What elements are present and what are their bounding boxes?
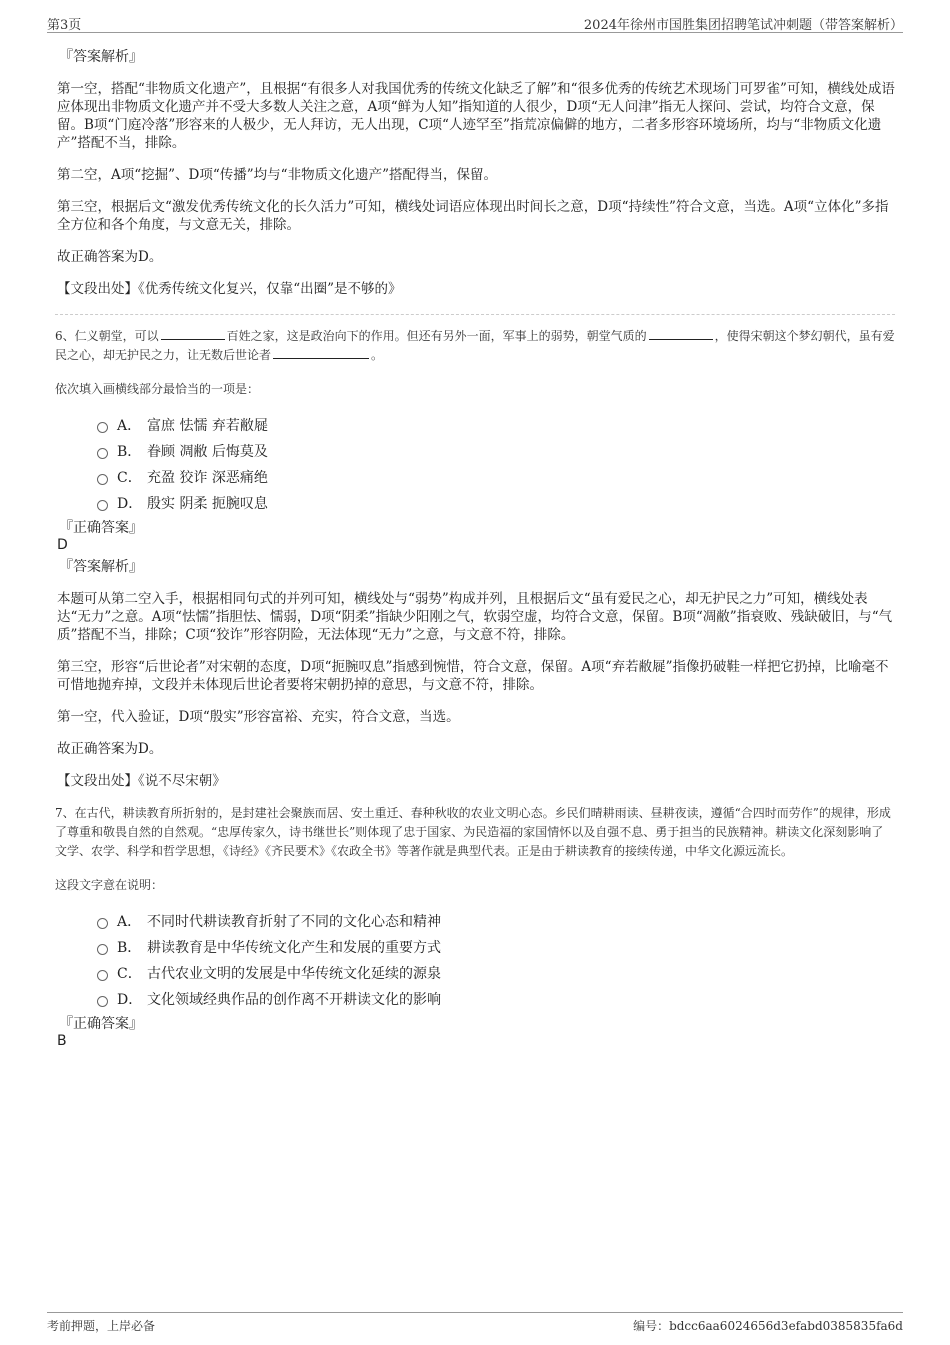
radio-icon[interactable] (97, 996, 108, 1007)
footer-motto: 考前押题，上岸必备 (47, 1319, 156, 1333)
question-7-options (55, 909, 895, 1013)
option-a[interactable]: A． 富庶 怯懦 弃若敝屣 (55, 413, 895, 439)
section-divider (55, 314, 895, 315)
analysis-paragraph: 第一空，搭配“非物质文化遗产”，且根据“有很多人对我国优秀的传统文化缺乏了解”和“很多优秀的传统艺术现场门可罗雀”可知，横线处成语应体现出非物质文化遗产并不受大多数人关注之意，A项“鲜为人知”指知道的人很少，D项“无人问津”指无人探问、尝试，均符合文意，保留。B项“门庭冷落”形容来的人极少，无人拜访，无人出现，C项“人迹罕至”指荒凉偏僻的地方，二者多形容环境场所，均与“非物质文化遗产”搭配不当，排除。 (57, 81, 895, 151)
analysis-label: 『答案解析』 (59, 559, 143, 575)
radio-icon[interactable] (97, 474, 108, 485)
question-7-prompt: 这段文字意在说明： (55, 878, 164, 892)
analysis-label: 『答案解析』 (59, 49, 143, 65)
correct-answer: B (57, 1033, 67, 1049)
document-title: 2024年徐州市国胜集团招聘笔试冲刺题（带答案解析） (583, 18, 903, 33)
radio-icon[interactable] (97, 500, 108, 511)
option-b[interactable]: B． 耕读教育是中华传统文化产生和发展的重要方式 (55, 935, 895, 961)
document-serial: 编号：bdcc6aa6024656d3efabd0385835fa6d (633, 1319, 903, 1333)
page-content (55, 44, 895, 1050)
option-a[interactable]: A． 不同时代耕读教育折射了不同的文化心态和精神 (55, 909, 895, 935)
option-c[interactable]: C． 充盈 狡诈 深恶痛绝 (55, 465, 895, 491)
radio-icon[interactable] (97, 448, 108, 459)
analysis-conclusion: 故正确答案为D。 (57, 741, 163, 757)
option-d[interactable]: D． 文化领域经典作品的创作离不开耕读文化的影响 (55, 987, 895, 1013)
analysis-paragraph: 第一空，代入验证，D项“殷实”形容富裕、充实，符合文意，当选。 (57, 709, 460, 725)
passage-source: 【文段出处】《优秀传统文化复兴，仅靠“出圈”是不够的》 (57, 281, 402, 297)
option-c[interactable]: C． 古代农业文明的发展是中华传统文化延续的源泉 (55, 961, 895, 987)
page-number: 第3页 (47, 18, 82, 33)
analysis-paragraph: 本题可从第二空入手，根据相同句式的并列可知，横线处与“弱势”构成并列，且根据后文“虽有爱民之心，却无护民之力”可知，横线处表达“无力”之意。A项“怯懦”指胆怯、懦弱，D项“阴柔”指缺少阳刚之气，软弱空虚，均符合文意，保留。B项“凋敝”指衰败、残缺破旧，与“气质”搭配不当，排除；C项“狡诈”形容阴险，无法体现“无力”之意，与文意不符，排除。 (57, 591, 893, 643)
correct-answer: D (57, 537, 68, 553)
analysis-paragraph: 第三空，形容“后世论者”对宋朝的态度，D项“扼腕叹息”指感到惋惜，符合文意，保留。A项“弃若敝屣”指像扔破鞋一样把它扔掉，比喻毫不可惜地抛弃掉，文段并未体现后世论者要将宋朝扔掉的意思，与文意不符，排除。 (57, 659, 889, 693)
question-6-prompt: 依次填入画横线部分最恰当的一项是： (55, 382, 260, 396)
question-7-stem: 7、在古代，耕读教育所折射的，是封建社会聚族而居、安土重迁、春种秋收的农业文明心态。乡民们晴耕雨读、昼耕夜读，遵循“合四时而劳作”的规律，形成了尊重和敬畏自然的自然观。“忠厚传家久，诗书继世长”则体现了忠于国家、为民造福的家国情怀以及自强不息、勇于担当的民族精神。耕读文化深刻影响了文学、农学、科学和哲学思想，《诗经》《齐民要术》《农政全书》等著作就是典型代表。正是由于耕读教育的接续传递，中华文化源远流长。 (55, 806, 891, 858)
fill-blank-3 (273, 346, 369, 359)
option-d[interactable]: D． 殷实 阴柔 扼腕叹息 (55, 491, 895, 517)
option-b[interactable]: B． 眷顾 凋敝 后悔莫及 (55, 439, 895, 465)
fill-blank-2 (649, 327, 713, 340)
analysis-paragraph: 第三空，根据后文“激发优秀传统文化的长久活力”可知，横线处词语应体现出时间长之意，D项“持续性”符合文意，当选。A项“立体化”多指全方位和各个角度，与文意无关，排除。 (57, 199, 889, 233)
radio-icon[interactable] (97, 422, 108, 433)
question-6-options (55, 413, 895, 517)
fill-blank-1 (161, 327, 225, 340)
page-footer (47, 1312, 903, 1335)
radio-icon[interactable] (97, 944, 108, 955)
analysis-conclusion: 故正确答案为D。 (57, 249, 163, 265)
correct-answer-label: 『正确答案』 (59, 1016, 143, 1032)
passage-source: 【文段出处】《说不尽宋朝》 (57, 773, 226, 789)
analysis-paragraph: 第二空，A项“挖掘”、D项“传播”均与“非物质文化遗产”搭配得当，保留。 (57, 167, 497, 183)
correct-answer-label: 『正确答案』 (59, 520, 143, 536)
radio-icon[interactable] (97, 918, 108, 929)
page-header (47, 14, 903, 33)
radio-icon[interactable] (97, 970, 108, 981)
question-6-stem: 6、仁义朝堂，可以 百姓之家，这是政治向下的作用。但还有另外一面，军事上的弱势，朝堂气质的 ，使得宋朝这个梦幻朝代，虽有爱民之心，却无护民之力，让无数后世论者 。 (55, 329, 895, 362)
